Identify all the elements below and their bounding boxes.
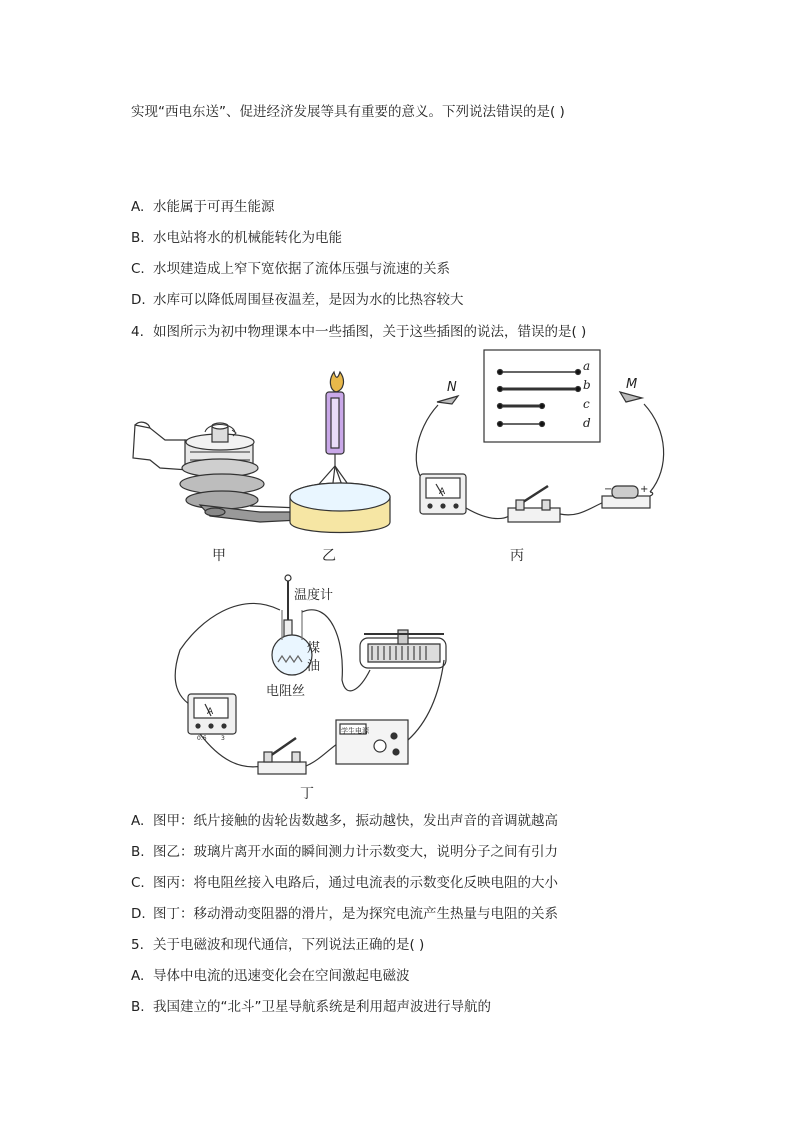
q4-option-c: [131, 874, 558, 892]
option-text: 我国建立的“北斗”卫星导航系统是利用超声波进行导航的: [153, 999, 491, 1015]
intro-line: 实现“西电东送”、促进经济发展等具有重要的意义。下列说法错误的是( ): [131, 104, 565, 120]
ammeter-letter-ding: A: [207, 707, 214, 717]
option-label: D.: [131, 292, 146, 308]
question-stem: 如图所示为初中物理课本中一些插图，关于这些插图的说法，错误的是( ): [153, 324, 587, 340]
kerosene-label-2: 油: [307, 659, 321, 674]
option-label: C.: [131, 261, 145, 277]
option-label: D.: [131, 906, 146, 922]
wire-label-c: c: [583, 397, 590, 411]
option-text: 图丙：将电阻丝接入电路后，通过电流表的示数变化反映电阻的大小: [153, 875, 558, 891]
q5-option-a: [131, 967, 410, 985]
figure-yi-spring-scale: [290, 372, 390, 533]
option-label: A.: [131, 813, 145, 829]
question-number: 4.: [131, 324, 144, 340]
option-label: B.: [131, 999, 145, 1015]
caption-bing: 丙: [510, 548, 524, 564]
option-label: C.: [131, 875, 145, 891]
option-text: 图丁：移动滑动变阻器的滑片，是为探究电流产生热量与电阻的关系: [153, 906, 558, 922]
option-text: 图甲：纸片接触的齿轮齿数越多，振动越快，发出声音的音调就越高: [153, 813, 558, 829]
caption-yi: 乙: [322, 548, 336, 564]
figure-jia-gears: [133, 422, 300, 522]
ammeter-letter-bing: A: [439, 487, 446, 497]
option-text: 水电站将水的机械能转化为电能: [153, 230, 342, 246]
question-stem: 关于电磁波和现代通信，下列说法正确的是( ): [153, 937, 425, 953]
q5-option-b: [131, 998, 491, 1016]
caption-jia: 甲: [212, 548, 226, 564]
kerosene-label-1: 煤: [307, 641, 321, 656]
wire-label-b: b: [583, 378, 591, 392]
option-text: 水库可以降低周围昼夜温差，是因为水的比热容较大: [153, 292, 464, 308]
q4-option-b: [131, 843, 558, 861]
q4-option-a: [131, 812, 558, 830]
caption-ding: 丁: [300, 786, 314, 802]
option-label: A.: [131, 968, 145, 984]
battery-minus: −: [604, 484, 613, 495]
power-supply-label: 学生电源: [341, 727, 369, 735]
thermometer-label: 温度计: [294, 588, 334, 603]
option-text: 图乙：玻璃片离开水面的瞬间测力计示数变大，说明分子之间有引力: [153, 844, 558, 860]
battery-plus: +: [640, 484, 649, 495]
clip-label-m: M: [626, 377, 638, 392]
figure-ding-circuit: [175, 575, 446, 774]
option-text: 导体中电流的迅速变化会在空间激起电磁波: [153, 968, 410, 984]
option-label: A.: [131, 199, 145, 215]
option-label: B.: [131, 844, 145, 860]
wire-label-a: a: [583, 359, 591, 373]
figure-bing-circuit: [416, 350, 663, 522]
option-text: 水坝建造成上窄下宽依据了流体压强与流速的关系: [153, 261, 450, 277]
scale-label-2: 3: [221, 735, 225, 742]
option-text: 水能属于可再生能源: [153, 199, 275, 215]
resistance-wire-label: 电阻丝: [266, 684, 306, 699]
q5-stem: [131, 936, 424, 954]
q4-option-d: [131, 905, 558, 923]
question-number: 5.: [131, 937, 144, 953]
clip-label-n: N: [447, 380, 457, 395]
wire-label-d: d: [583, 416, 591, 430]
scale-label-1: 0.6: [197, 735, 207, 742]
option-label: B.: [131, 230, 145, 246]
